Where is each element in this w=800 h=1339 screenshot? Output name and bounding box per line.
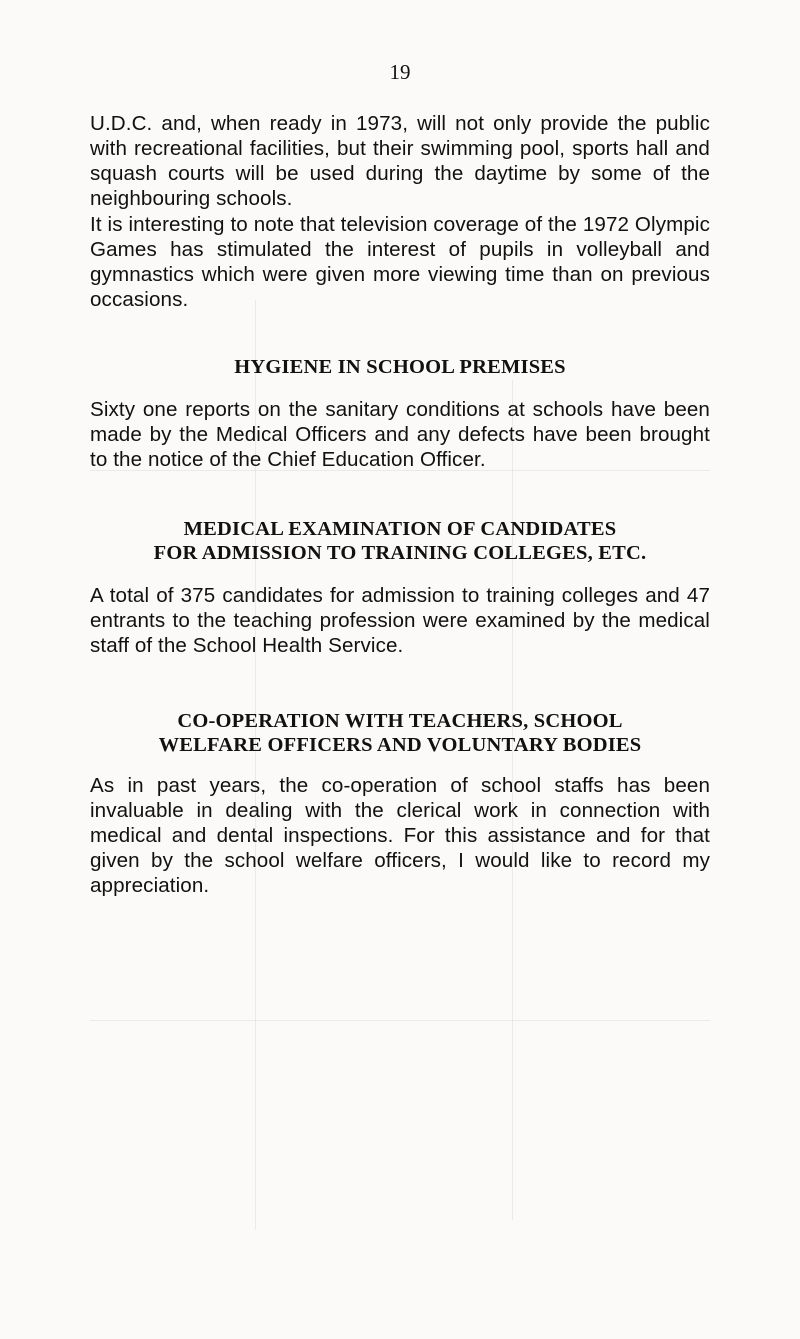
heading-hygiene (90, 355, 710, 379)
page-number: 19 (389, 60, 411, 84)
heading-co-operation-line1: CO-OPERATION WITH TEACHERS, SCHOOL (177, 710, 623, 732)
heading-medical-examination-line1: MEDICAL EXAMINATION OF CANDIDATES (183, 518, 617, 540)
show-through-rule (90, 1020, 710, 1021)
heading-medical-examination (90, 517, 710, 565)
paragraph-recreational-facilities: U.D.C. and, when ready in 1973, will not only provide the public with recreational facilities, but their swimming pool, sports hall and squash courts will be used during the daytime by some of the neighbouring schools. (90, 112, 710, 210)
paragraph-olympic-coverage: It is interesting to note that television coverage of the 1972 Olympic Games has stimulated the interest of pupils in volleyball and gymnastics which were given more viewing time than on previous occasions. (90, 213, 710, 311)
heading-co-operation-line2: WELFARE OFFICERS AND VOLUNTARY BODIES (158, 734, 642, 756)
heading-hygiene-text: HYGIENE IN SCHOOL PREMISES (234, 356, 566, 378)
paragraph-sanitary-reports: Sixty one reports on the sanitary conditions at schools have been made by the Medical Officers and any defects have been brought to the notice of the Chief Education Officer. (90, 398, 710, 471)
heading-co-operation (90, 709, 710, 757)
heading-medical-examination-line2: FOR ADMISSION TO TRAINING COLLEGES, ETC. (153, 542, 647, 564)
paragraph-appreciation: As in past years, the co-operation of school staffs has been invaluable in dealing with the clerical work in connection with medical and dental inspections. For this assistance and for that given by the school welfare officers, I would like to record my appreciation. (90, 774, 710, 897)
paragraph-candidates-examined: A total of 375 candidates for admission to training colleges and 47 entrants to the teaching profession were examined by the medical staff of the School Health Service. (90, 584, 710, 657)
